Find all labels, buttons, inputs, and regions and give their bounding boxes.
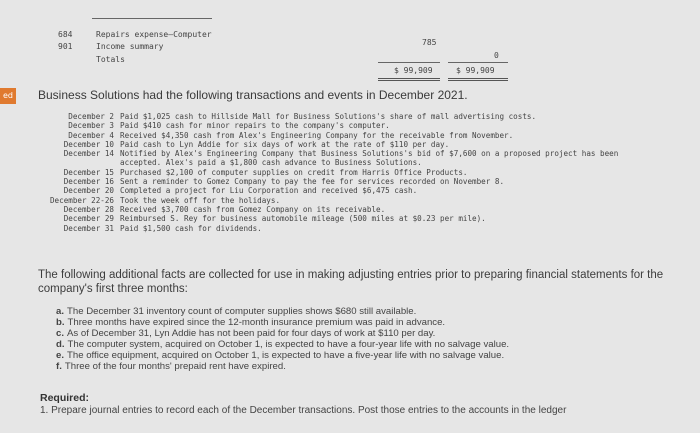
fact-letter: d. [56,338,65,350]
fact-letter: b. [56,316,65,328]
transaction-row [40,186,618,195]
fact-letter: e. [56,349,65,361]
transaction-row [40,149,618,158]
transaction-date: December 4 [68,130,114,140]
fact-text: Three of the four months' prepaid rent have expired. [64,360,286,372]
ledger-row-901-name: Income summary [96,42,164,51]
transaction-row [40,112,618,121]
fact-letter: f. [56,360,62,372]
transaction-row [40,224,618,233]
additional-facts-list [56,307,509,372]
transaction-row [40,121,618,130]
transaction-date: December 16 [63,177,114,187]
transaction-text: Paid $1,025 cash to Hillside Mall for Business Solutions's share of mall advertising costs. [120,112,537,121]
ledger-double-rule-credit [448,78,508,81]
fact-text: As of December 31, Lyn Addie has not been paid for four days of work at $110 per day. [67,327,436,339]
transaction-date: December 20 [63,186,114,196]
transaction-text: Paid $1,500 cash for dividends. [120,223,262,233]
transaction-text: accepted. Alex's paid a $1,800 cash advance to Business Solutions. [120,158,422,168]
transactions-list [40,112,618,233]
transaction-date: December 2 [68,112,114,121]
sidebar-tab[interactable]: ed [0,88,16,104]
ledger-rule-credit [448,62,508,63]
required-item: 1. Prepare journal entries to record each of the December transactions. Post those entries to the accounts in the ledger [40,405,567,416]
ledger-income-summary-value: 0 [494,51,499,60]
ledger-double-rule-debit [378,78,440,81]
ledger-excerpt [56,18,516,80]
ledger-top-rule [92,18,212,19]
fact-text: Three months have expired since the 12-month insurance premium was paid in advance. [67,316,446,328]
ledger-row-684-name: Repairs expense—Computer [96,30,212,39]
ledger-row-684-num: 684 [58,30,73,39]
problem-heading: Business Solutions had the following transactions and events in December 2021. [38,88,468,102]
ledger-total-credit: $ 99,909 [456,66,495,75]
transaction-text: Paid cash to Lyn Addie for six days of work at the rate of $110 per day. [120,139,450,149]
transaction-text: Reimbursed S. Rey for business automobile mileage (500 miles at $0.23 per mile). [120,214,486,224]
transaction-date: December 14 [63,149,114,159]
fact-text: The December 31 inventory count of computer supplies shows $680 still available. [67,306,417,317]
ledger-row-901-num: 901 [58,42,73,51]
transaction-date: December 22-26 [49,195,114,205]
transaction-date: December 10 [63,139,114,149]
fact-text: The office equipment, acquired on October 1, is expected to have a five-year life with no salvage value. [67,349,505,361]
fact-text: The computer system, acquired on October 1, is expected to have a four-year life with no salvage value. [67,338,510,350]
transaction-text: Paid $410 cash for minor repairs to the company's computer. [120,121,390,131]
transaction-date: December 3 [68,121,114,131]
transaction-date: December 29 [63,214,114,224]
transaction-date: December 28 [63,204,114,214]
transaction-row [40,196,618,205]
transaction-text: Completed a project for Liu Corporation and received $6,475 cash. [120,186,418,196]
transaction-text: Notified by Alex's Engineering Company that Business Solutions's bid of $7,600 on a proposed project has been [120,149,619,159]
transaction-row [40,177,618,186]
transaction-text: Sent a reminder to Gomez Company to pay the fee for services recorded on November 8. [120,177,505,187]
transaction-row [40,140,618,149]
required-label: Required: [40,392,90,404]
transaction-text: Received $4,350 cash from Alex's Engineering Company for the receivable from November. [120,130,514,140]
transaction-row [40,205,618,214]
transaction-row [40,214,618,223]
transaction-row [40,131,618,140]
ledger-row-totals-name: Totals [96,55,125,64]
transaction-text: Purchased $2,100 of computer supplies on credit from Harris Office Products. [120,167,468,177]
transaction-text: Took the week off for the holidays. [120,195,281,205]
transaction-text: Received $3,700 cash from Gomez Company on its receivable. [120,204,386,214]
transaction-date: December 31 [63,223,114,233]
ledger-col-785: 785 [422,38,437,47]
ledger-rule-debit [378,62,440,63]
ledger-total-debit: $ 99,909 [394,66,433,75]
fact-letter: c. [56,327,65,339]
fact-item [56,362,509,373]
transaction-date: December 15 [63,167,114,177]
transaction-row [40,168,618,177]
transaction-row-continuation [40,158,618,167]
additional-facts-intro: The following additional facts are collected for use in making adjusting entries prior to preparing financial statements for the company's first three months: [38,269,664,295]
fact-letter: a. [56,306,65,317]
